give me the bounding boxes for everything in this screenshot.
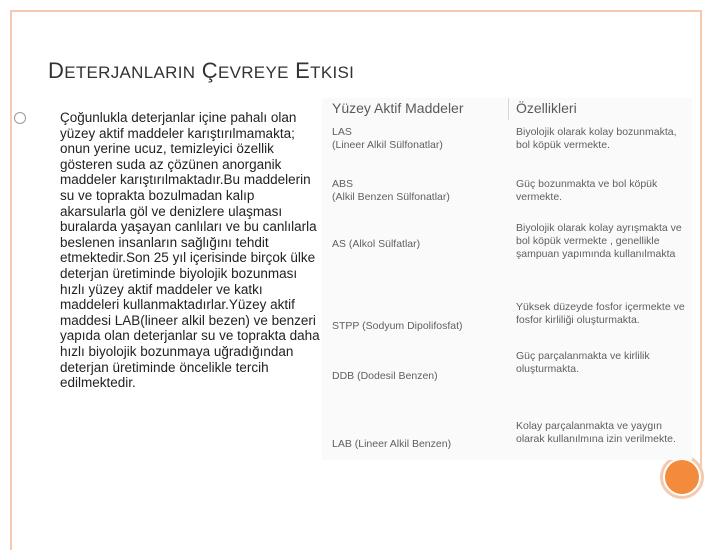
- table-cell-substance: DDB (Dodesil Benzen): [332, 370, 438, 382]
- body-paragraph: Çoğunlukla deterjanlar içine pahalı olan yüzey aktif maddeler karıştırılmamakta; onun yerine ucuz, temizleyici özellik gösteren suda az çözünen anorganik maddeler karıştırılmaktadır.Bu maddelerin su ve toprakta bozulmadan kalıp akarsularla göl ve denizlere ulaşması buralarda yaşayan canlıları ve bu canlılarla beslenen insanların sağlığını tehdit etmektedir.Son 25 yıl içerisinde birçok ülke deterjan üretiminde biyolojik bozunması hızlı yüzey aktif maddeler ve katkı maddeleri kullanmaktadırlar.Yüzey aktif maddesi LAB(lineer alkil bezen) ve benzeri yapıda olan deterjanlar su ve toprakta daha hızlı biyolojik bozunmaya uğradığından deterjan üretiminde öncelikle tercih edilmektedir.: [60, 110, 320, 391]
- slide-frame-right: [700, 10, 703, 470]
- table-cell-substance: LAS (Lineer Alkil Sülfonatlar): [332, 126, 443, 151]
- slide-circle-fill: [665, 460, 699, 494]
- title-word2-initial: Ç: [201, 58, 218, 83]
- title-word1-initial: D: [48, 58, 65, 83]
- table-cell-property: Biyolojik olarak kolay bozunmakta, bol köpük vermekte.: [516, 126, 677, 151]
- title-word2-rest: EVREYE: [217, 63, 289, 82]
- table-cell-substance: AS (Alkol Sülfatlar): [332, 238, 421, 250]
- table-cell-substance: ABS (Alkil Benzen Sülfonatlar): [332, 178, 450, 203]
- slide-title: [48, 58, 354, 84]
- table-cell-property: Kolay parçalanmakta ve yaygın olarak kullanılmına izin verilmekte.: [516, 420, 676, 445]
- surfactant-table: [322, 98, 692, 460]
- table-header-substance: Yüzey Aktif Maddeler: [332, 100, 464, 116]
- table-cell-property: Biyolojik olarak kolay ayrışmakta ve bol köpük vermekte , genellikle şampuan yapımında kullanılmakta: [516, 222, 682, 260]
- table-cell-property: Yüksek düzeyde fosfor içermekte ve fosfor kirliliği oluşturmakta.: [516, 301, 685, 326]
- table-cell-property: Güç bozunmakta ve bol köpük vermekte.: [516, 178, 658, 203]
- table-cell-substance: STPP (Sodyum Dipolifosfat): [332, 320, 463, 332]
- table-cell-substance: LAB (Lineer Alkil Benzen): [332, 438, 452, 450]
- table-header-property: Özellikleri: [516, 100, 577, 116]
- bullet-icon: [14, 112, 26, 124]
- table-cell-property: Güç parçalanmakta ve kirlilik oluşturmakta.: [516, 350, 650, 375]
- title-word1-rest: ETERJANLARIN: [64, 63, 196, 82]
- title-word3-initial: E: [295, 58, 311, 83]
- table-header-divider: [508, 98, 509, 120]
- title-word3-rest: TKISI: [310, 63, 355, 82]
- slide-frame-left: [10, 10, 13, 550]
- slide-circle-ornament: [660, 455, 704, 499]
- slide-frame-top: [10, 10, 701, 13]
